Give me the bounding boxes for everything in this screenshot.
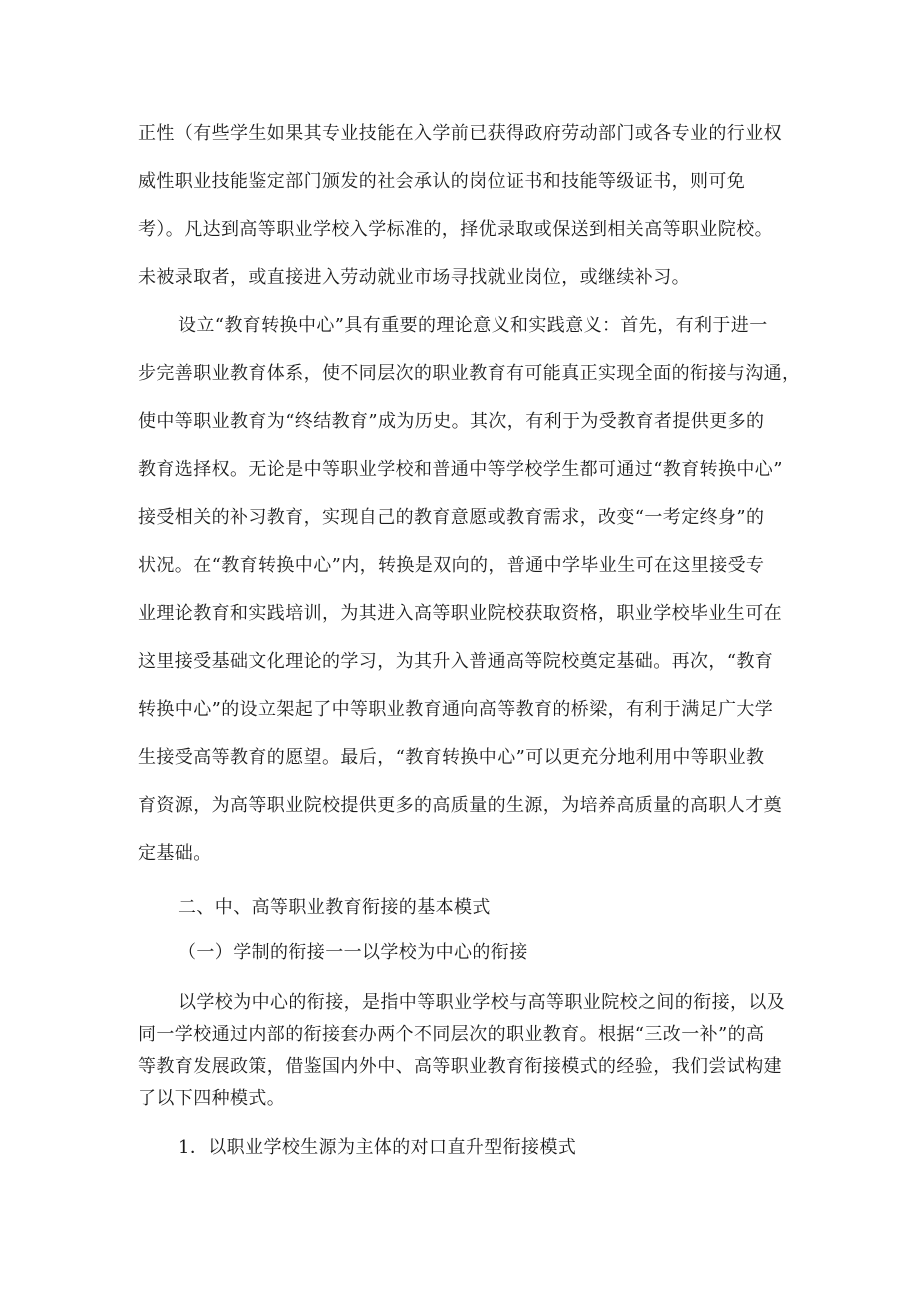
para2-line-10: 生接受高等教育的愿望。最后，“教育转换中心”可以更充分地利用中等职业教 (138, 747, 765, 768)
section-heading: 二、中、高等职业教育衔接的基本模式 (178, 897, 491, 918)
numbered-heading: 1．以职业学校生源为主体的对口直升型衔接模式 (178, 1137, 577, 1158)
subsection-heading: （一）学制的衔接一一以学校为中心的衔接 (178, 942, 528, 963)
para2-line-4: 教育选择权。无论是中等职业学校和普通中等学校学生都可通过“教育转换中心” (138, 459, 783, 480)
para2-line-7: 业理论教育和实践培训，为其进入高等职业院校获取资格，职业学校毕业生可在 (138, 603, 782, 624)
para1-line-2: 威性职业技能鉴定部门颁发的社会承认的岗位证书和技能等级证书，则可免 (138, 171, 746, 192)
para3-line-2: 同一学校通过内部的衔接套办两个不同层次的职业教育。根据“三改一补”的高 (138, 1024, 765, 1045)
para2-line-11: 育资源，为高等职业院校提供更多的高质量的生源，为培养高质量的高职人才奠 (138, 795, 782, 816)
para1-line-3: 考）。凡达到高等职业学校入学标准的，择优录取或保送到相关高等职业院校。 (138, 219, 773, 240)
para2-line-8: 这里接受基础文化理论的学习，为其升入普通高等院校奠定基础。再次，“教育 (138, 651, 774, 672)
para3-line-3: 等教育发展政策，借鉴国内外中、高等职业教育衔接模式的经验，我们尝试构建 (138, 1056, 782, 1077)
para1-line-1: 正性（有些学生如果其专业技能在入学前已获得政府劳动部门或各专业的行业权 (138, 123, 782, 144)
para2-line-9: 转换中心”的设立架起了中等职业教育通向高等教育的桥梁，有利于满足广大学 (138, 699, 774, 720)
para2-line-1: 设立“教育转换中心”具有重要的理论意义和实践意义：首先，有利于进一 (178, 315, 768, 336)
para2-line-2: 步完善职业教育体系，使不同层次的职业教育有可能真正实现全面的衔接与沟通， (138, 363, 801, 384)
para1-line-4: 未被录取者，或直接进入劳动就业市场寻找就业岗位，或继续补习。 (138, 267, 690, 288)
para2-line-3: 使中等职业教育为“终结教育”成为历史。其次，有利于为受教育者提供更多的 (138, 411, 765, 432)
para2-line-6: 状况。在“教育转换中心”内，转换是双向的，普通中学毕业生可在这里接受专 (138, 555, 765, 576)
para2-line-12: 定基础。 (138, 843, 212, 864)
para3-line-4: 了以下四种模式。 (138, 1088, 286, 1109)
para3-line-1: 以学校为中心的衔接，是指中等职业学校与高等职业院校之间的衔接，以及 (178, 992, 786, 1013)
para2-line-5: 接受相关的补习教育，实现自己的教育意愿或教育需求，改变“一考定终身”的 (138, 507, 765, 528)
